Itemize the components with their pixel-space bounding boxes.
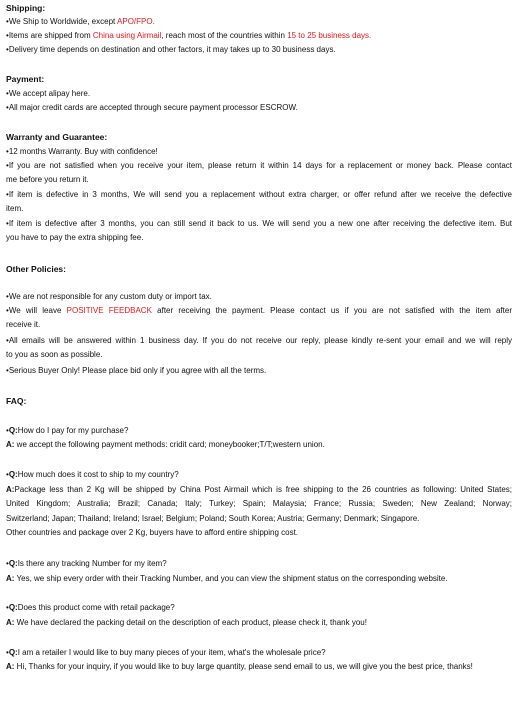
shipping-line-1: •We Ship to Worldwide, except APO/FPO.: [6, 17, 155, 26]
faq-answer-cont: Switzerland; Japan; Thailand; Ireland; Israel; Belgium; Poland; South Korea; Austria; Germany; Denmark; Singapore.: [6, 514, 420, 523]
highlight-text: China using Airmail: [92, 31, 162, 40]
payment-line-1: •We accept alipay here.: [6, 89, 91, 98]
policies-heading: Other Policies:: [6, 264, 66, 274]
bullet: •: [6, 219, 9, 228]
faq-answer-cont: United Kingdom; Australia; Brazil; Canada; Italy; Turkey; Spain; Malaysia; France; Russia; Sweden; New Zealand; Norway;: [6, 499, 512, 508]
bullet: •: [6, 147, 9, 156]
highlight-text: POSITIVE FEEDBACK: [66, 306, 152, 315]
bullet: •: [6, 306, 9, 315]
bullet: •: [6, 366, 9, 375]
faq-answer: A: Hi, Thanks for your inquiry, if you would like to buy large quantity, please send email to us, we will give you the best price, thanks!: [6, 662, 473, 671]
faq-question: •Q:How much does it cost to ship to my country?: [6, 470, 179, 479]
bullet: •: [6, 559, 9, 568]
bullet: •: [6, 31, 9, 40]
warranty-line-1: •12 months Warranty. Buy with confidence!: [6, 147, 158, 156]
faq-answer: A:Package less than 2 Kg will be shipped by China Post Airmail which is free shipping to the 26 countries as following: United States;: [6, 485, 512, 494]
bullet: •: [6, 470, 9, 479]
warranty-line-4b: you have to pay the extra shipping fee.: [6, 233, 144, 242]
policies-line-4: •Serious Buyer Only! Please place bid only if you agree with all the terms.: [6, 366, 267, 375]
payment-heading: Payment:: [6, 74, 45, 84]
faq-answer: A: Yes, we ship every order with their Tracking Number, and you can view the shipment status on the corresponding website.: [6, 574, 448, 583]
bullet: •: [6, 426, 9, 435]
bullet: •: [6, 17, 9, 26]
shipping-line-2: •Items are shipped from China using Airmail, reach most of the countries within 15 to 25 business days.: [6, 31, 372, 40]
warranty-line-2b: me before you return it.: [6, 175, 89, 184]
faq-question: •Q:Is there any tracking Number for my item?: [6, 559, 167, 568]
warranty-line-2a: •If you are not satisfied when you receive your item, please return it within 14 days for a replacement or money back. Please contact: [6, 161, 512, 170]
bullet: •: [6, 161, 9, 170]
policies-line-2b: receive it.: [6, 320, 41, 329]
shipping-line-3: •Delivery time depends on destination and other factors, it may takes up to 30 business days.: [6, 45, 336, 54]
bullet: •: [6, 648, 9, 657]
bullet: •: [6, 336, 9, 345]
shipping-heading: Shipping:: [6, 3, 46, 13]
bullet: •: [6, 190, 9, 199]
warranty-line-3a: •If item is defective in 3 months, We will send you a replacement without extra charger, or offer refund after we receive the defective: [6, 190, 512, 199]
bullet: •: [6, 45, 9, 54]
faq-heading: FAQ:: [6, 396, 27, 406]
warranty-line-3b: item.: [6, 204, 24, 213]
faq-question: •Q:Does this product come with retail package?: [6, 603, 175, 612]
warranty-heading: Warranty and Guarantee:: [6, 132, 108, 142]
bullet: •: [6, 603, 9, 612]
payment-line-2: •All major credit cards are accepted through secure payment processor ESCROW.: [6, 103, 298, 112]
bullet: •: [6, 89, 9, 98]
bullet: •: [6, 103, 9, 112]
faq-question: •Q:I am a retailer I would like to buy many pieces of your item, what's the wholesale price?: [6, 648, 326, 657]
warranty-line-4a: •If item is defective after 3 months, you can still send it back to us. We will send you a new one after receiving the defective item. But: [6, 219, 512, 228]
policies-line-2a: •We will leave POSITIVE FEEDBACK after receiving the payment. Please contact us if you are not satisfied with the item after: [6, 306, 512, 315]
faq-answer-cont: Other countries and package over 2 Kg, buyers have to afford entire shipping cost.: [6, 528, 299, 537]
policies-line-3b: to you as soon as possible.: [6, 350, 103, 359]
policies-line-3a: •All emails will be answered within 1 business day. If you do not receive our reply, please kindly re-sent your email and we will reply: [6, 336, 512, 345]
faq-answer: A: We have declared the packing detail on the description of each product, please check it, thank you!: [6, 618, 367, 627]
faq-answer: A: we accept the following payment methods: cridit card; moneybooker;T/T;western union.: [6, 440, 325, 449]
policies-line-1: •We are not responsible for any custom duty or import tax.: [6, 292, 212, 301]
highlight-text: APO/FPO.: [117, 17, 155, 26]
faq-question: •Q:How do I pay for my purchase?: [6, 426, 129, 435]
highlight-text: 15 to 25 business days.: [287, 31, 372, 40]
bullet: •: [6, 292, 9, 301]
